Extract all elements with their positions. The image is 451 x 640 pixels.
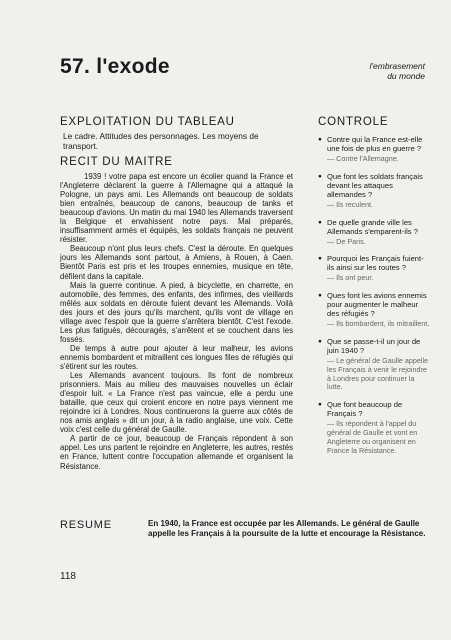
controle-item xyxy=(318,400,430,455)
controle-item xyxy=(318,218,430,247)
controle-question: ● Ques font les avions ennemis pour augmenter le malheur des réfugiés ? xyxy=(318,291,430,318)
recit-paragraph: De temps à autre pour ajouter à leur malheur, les avions ennemis bombardent et mitraillent ces longues files de réfugiés qui s'étirent sur les routes. xyxy=(60,343,293,371)
controle-answer: — Ils reculent. xyxy=(327,199,373,209)
controle-question: ● Contre qui la France est-elle une fois de plus en guerre ? xyxy=(318,135,430,153)
exploitation-heading: EXPLOITATION DU TABLEAU xyxy=(60,116,235,128)
controle-answer: — Ils ont peur. xyxy=(327,273,374,283)
controle-answer: — Ils bombardent, ils mitraillent. xyxy=(327,319,430,329)
controle-answer: — Contre l'Allemagne. xyxy=(327,154,399,163)
recit-paragraph: 1939 ! votre papa est encore un écolier quand la France et l'Angleterre déclarent la guerre à l'Allemagne qui a attaqué la Pologne, un pays ami. Les Allemands ont beaucoup de soldats bien entraînés, beaucoup de canons, beaucoup de tanks et beaucoup d'avions. Un matin du mai 1940 les Allemands traversent la Belgique et envahissent notre pays. Mal préparés, insuffisamment armés et équipés, les soldats français ne peuvent résister. xyxy=(60,172,293,245)
controle-item xyxy=(318,291,430,329)
exploitation-text: Le cadre. Attitudes des personnages. Les moyens de transport. xyxy=(63,131,259,151)
lesson-title: 57. l'exode xyxy=(60,55,170,78)
recit-body xyxy=(60,172,293,471)
controle-item xyxy=(318,337,430,392)
recit-paragraph: Mais la guerre continue. A pied, à bicyclette, en charrette, en automobile, des femmes, des enfants, des infirmes, des vieillards mêlés aux soldats en déroute fuient devant les Allemands. Voilà des jours et des jours qu'ils marchent, qu'ils vont de village en village avec l'espoir que la guerre s'arrêtera bientôt. C'est l'exode. Les plus fatigués, découragés, s'arrêtent et se couchent dans les fossés. xyxy=(60,280,293,344)
recit-paragraph: Beaucoup n'ont plus leurs chefs. C'est la déroute. En quelques jours les Allemands sont partout, à Amiens, à Rouen, à Caen. Bientôt Paris est pris et les troupes ennemies, musique en tête, défilent dans la capitale. xyxy=(60,244,293,281)
page-number: 118 xyxy=(60,571,76,582)
controle-item xyxy=(318,172,430,210)
controle-question: ● Que font beaucoup de Français ? xyxy=(318,400,430,418)
left-column xyxy=(60,116,293,471)
controle-question: ● Pourquoi les Français fuient-ils ainsi sur les routes ? xyxy=(318,254,430,272)
recit-paragraph: Les Allemands avancent toujours. Ils font de nombreux prisonniers. Mais au milieu des mauvaises nouvelles un éclair d'espoir luit. « La France n'est pas vaincue, elle a perdu une bataille, que ceux qui croient encore en notre pays viennent me rejoindre ici à Londres. Nous continuerons la guerre aux côtés de nos amis anglais » dit un jour, à la radio anglaise, une voix. Cette voix c'est celle du général de Gaulle. xyxy=(60,371,293,435)
recit-heading: RECIT DU MAITRE xyxy=(60,156,173,168)
chapter-heading-line2: du monde xyxy=(387,71,425,81)
controle-answer: — De Paris. xyxy=(327,236,366,246)
controle-heading: CONTROLE xyxy=(318,116,389,128)
chapter-heading-line1: l'embrasement xyxy=(369,61,425,71)
controle-question: ● De quelle grande ville les Allemands s'emparent-ils ? xyxy=(318,218,430,236)
chapter-heading xyxy=(305,61,425,81)
resume-heading: RESUME xyxy=(60,519,112,531)
controle-item xyxy=(318,254,430,283)
recit-paragraph: A partir de ce jour, beaucoup de Français répondent à son appel. Les uns partent le rejoindre en Angleterre, les autres, restés en France, luttent contre l'occupation allemande et organisent la Résistance. xyxy=(60,434,293,471)
controle-answer: — Le général de Gaulle appelle les Français à venir le rejoindre à Londres pour continuer la lutte. xyxy=(327,355,429,392)
controle-answer: — Ils répondent à l'appel du général de Gaulle et vont en Angleterre ou organisent en France la Résistance. xyxy=(327,419,418,455)
resume-text: En 1940, la France est occupée par les Allemands. Le général de Gaulle appelle les Français à la poursuite de la lutte et encourage la Résistance. xyxy=(148,519,426,538)
controle-item xyxy=(318,135,430,164)
controle-question: ● Que se passe-t-il un jour de juin 1940 ? xyxy=(318,337,430,355)
right-column xyxy=(318,116,430,463)
controle-question: ● Que font les soldats français devant les attaques allemandes ? xyxy=(318,172,430,199)
